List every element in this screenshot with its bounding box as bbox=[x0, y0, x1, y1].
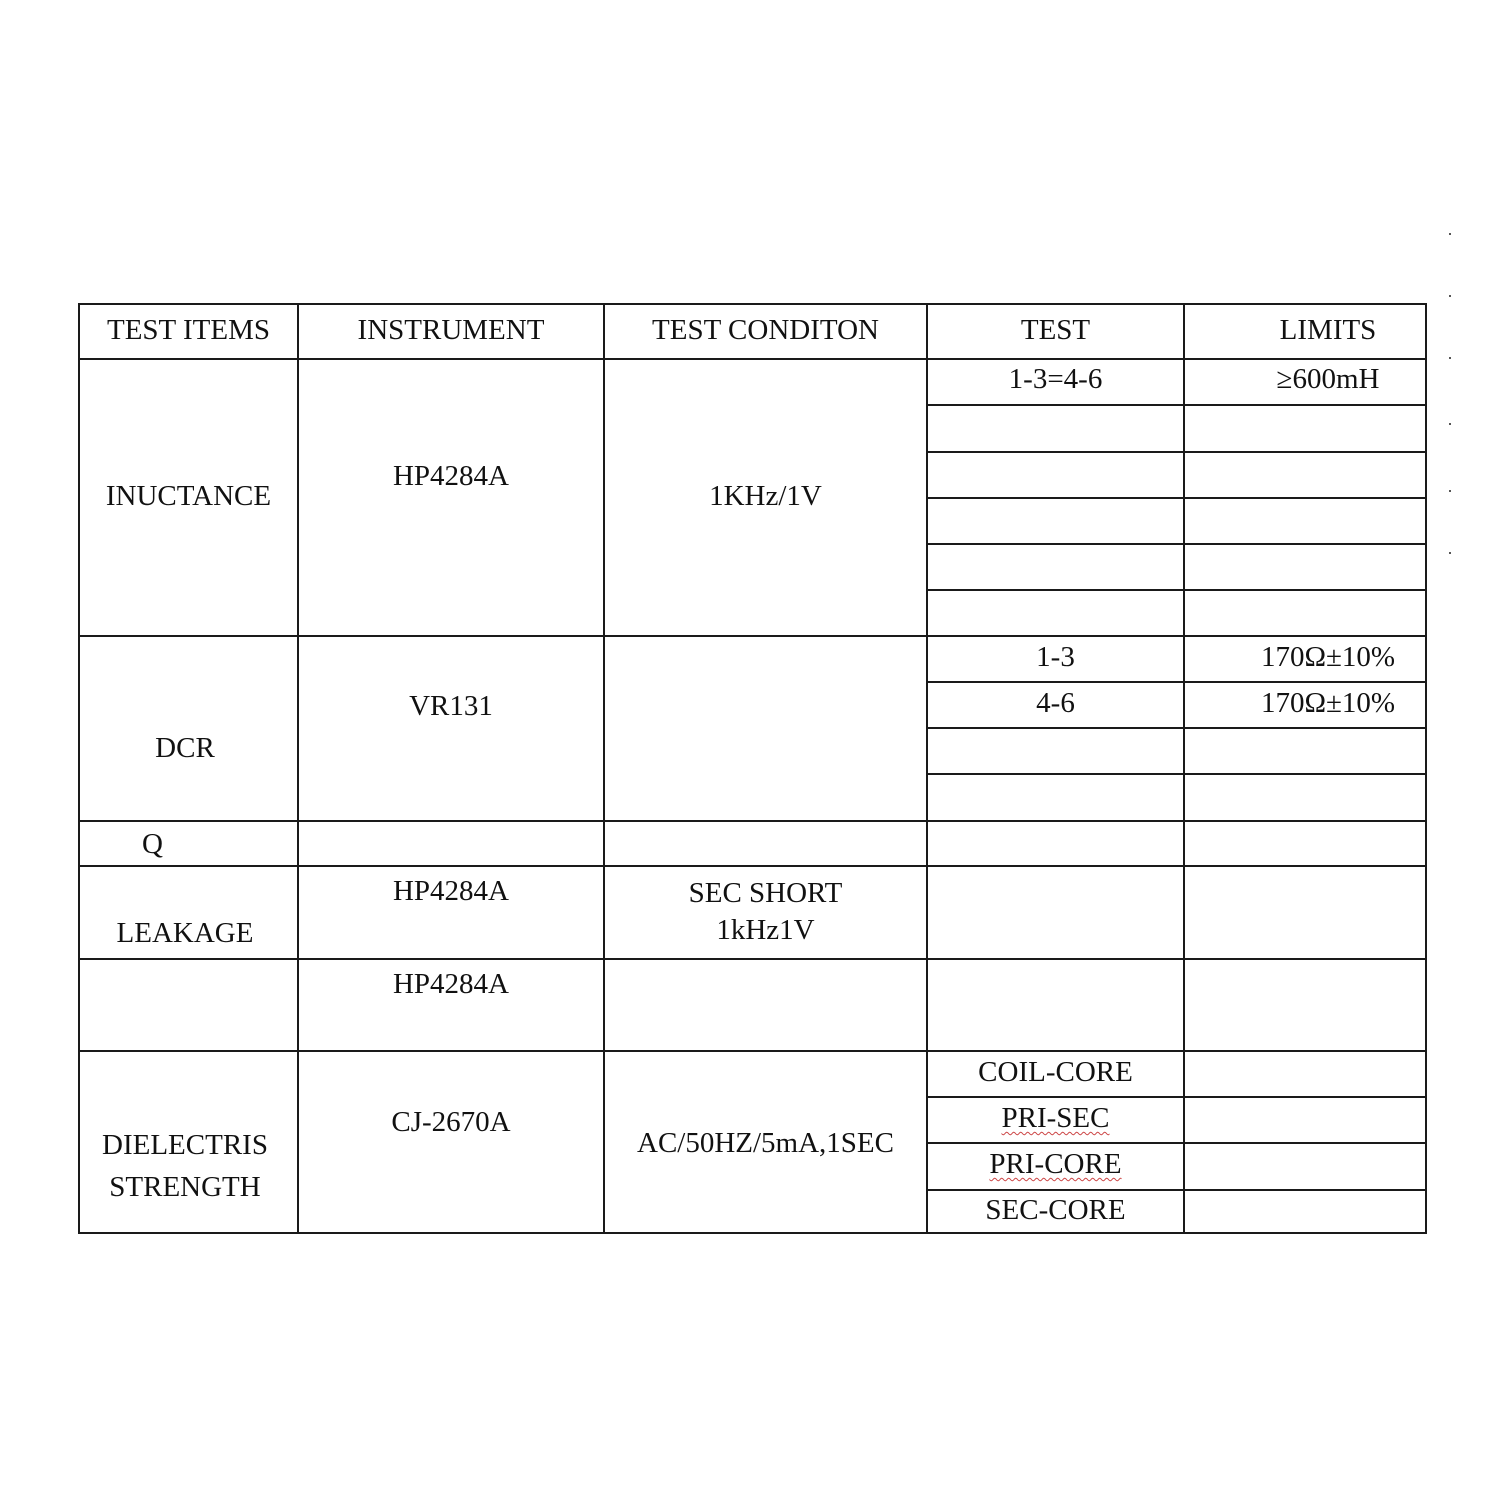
limit-dcr-1: 170Ω±10% bbox=[1260, 641, 1396, 673]
sub-row-divider bbox=[927, 543, 1426, 545]
item-dielectric-line1: DIELECTRIS bbox=[102, 1129, 268, 1161]
row-divider bbox=[78, 635, 1427, 637]
row-divider bbox=[78, 820, 1427, 822]
stray-dot bbox=[1449, 295, 1451, 297]
item-q: Q bbox=[142, 828, 163, 860]
instrument-leakage: HP4284A bbox=[392, 875, 509, 907]
column-divider bbox=[926, 303, 928, 1234]
column-divider bbox=[603, 303, 605, 1234]
row-divider bbox=[78, 358, 1427, 360]
test-dielectric-3 bbox=[928, 1146, 1183, 1183]
table-border-left bbox=[78, 303, 80, 1234]
header-test-condition: TEST CONDITON bbox=[652, 314, 879, 346]
header-test: TEST bbox=[1020, 314, 1091, 346]
test-dielectric-3-text: PRI-CORE bbox=[989, 1148, 1122, 1180]
test-inductance-1: 1-3=4-6 bbox=[1008, 363, 1103, 395]
table-border-top bbox=[78, 303, 1427, 305]
sub-row-divider bbox=[927, 589, 1426, 591]
instrument-dielectric: CJ-2670A bbox=[391, 1106, 511, 1138]
item-dielectric-line2: STRENGTH bbox=[109, 1171, 261, 1203]
test-dielectric-4: SEC-CORE bbox=[985, 1194, 1126, 1226]
test-dielectric-2 bbox=[928, 1100, 1183, 1137]
test-spec-table bbox=[78, 303, 1427, 1234]
stray-dot bbox=[1449, 490, 1451, 492]
item-leakage: LEAKAGE bbox=[116, 917, 254, 949]
sub-row-divider bbox=[927, 1189, 1426, 1191]
sub-row-divider bbox=[927, 681, 1426, 683]
row-divider bbox=[78, 865, 1427, 867]
condition-dielectric: AC/50HZ/5mA,1SEC bbox=[637, 1127, 894, 1159]
instrument-inductance: HP4284A bbox=[392, 460, 509, 492]
table-border-right bbox=[1425, 303, 1427, 1234]
instrument-dcr: VR131 bbox=[409, 690, 493, 722]
sub-row-divider bbox=[927, 1142, 1426, 1144]
sub-row-divider bbox=[927, 1096, 1426, 1098]
row-divider bbox=[78, 1050, 1427, 1052]
test-dielectric-2-text: PRI-SEC bbox=[1001, 1102, 1110, 1134]
limit-inductance-1: ≥600mH bbox=[1276, 363, 1380, 395]
condition-leakage-line1: SEC SHORT bbox=[688, 877, 843, 909]
item-inductance: INUCTANCE bbox=[105, 480, 272, 512]
header-limits: LIMITS bbox=[1279, 314, 1377, 346]
sub-row-divider bbox=[927, 727, 1426, 729]
stray-dot bbox=[1449, 423, 1451, 425]
column-divider bbox=[297, 303, 299, 1234]
test-dcr-1: 1-3 bbox=[1036, 641, 1075, 673]
sub-row-divider bbox=[927, 497, 1426, 499]
limit-dcr-2: 170Ω±10% bbox=[1260, 687, 1396, 719]
stray-dot bbox=[1449, 357, 1451, 359]
table-border-bottom bbox=[78, 1232, 1427, 1234]
sub-row-divider bbox=[927, 451, 1426, 453]
instrument-blank-row: HP4284A bbox=[392, 968, 509, 1000]
test-dielectric-1: COIL-CORE bbox=[978, 1056, 1133, 1088]
condition-leakage-line2: 1kHz1V bbox=[716, 914, 815, 946]
header-instrument: INSTRUMENT bbox=[357, 314, 545, 346]
column-divider bbox=[1183, 303, 1185, 1234]
sub-row-divider bbox=[927, 773, 1426, 775]
row-divider bbox=[78, 958, 1427, 960]
item-dcr: DCR bbox=[155, 732, 215, 764]
sub-row-divider bbox=[927, 404, 1426, 406]
condition-inductance: 1KHz/1V bbox=[709, 480, 822, 512]
stray-dot bbox=[1449, 233, 1451, 235]
stray-dot bbox=[1449, 552, 1451, 554]
test-dcr-2: 4-6 bbox=[1036, 687, 1075, 719]
header-test-items: TEST ITEMS bbox=[107, 314, 270, 346]
